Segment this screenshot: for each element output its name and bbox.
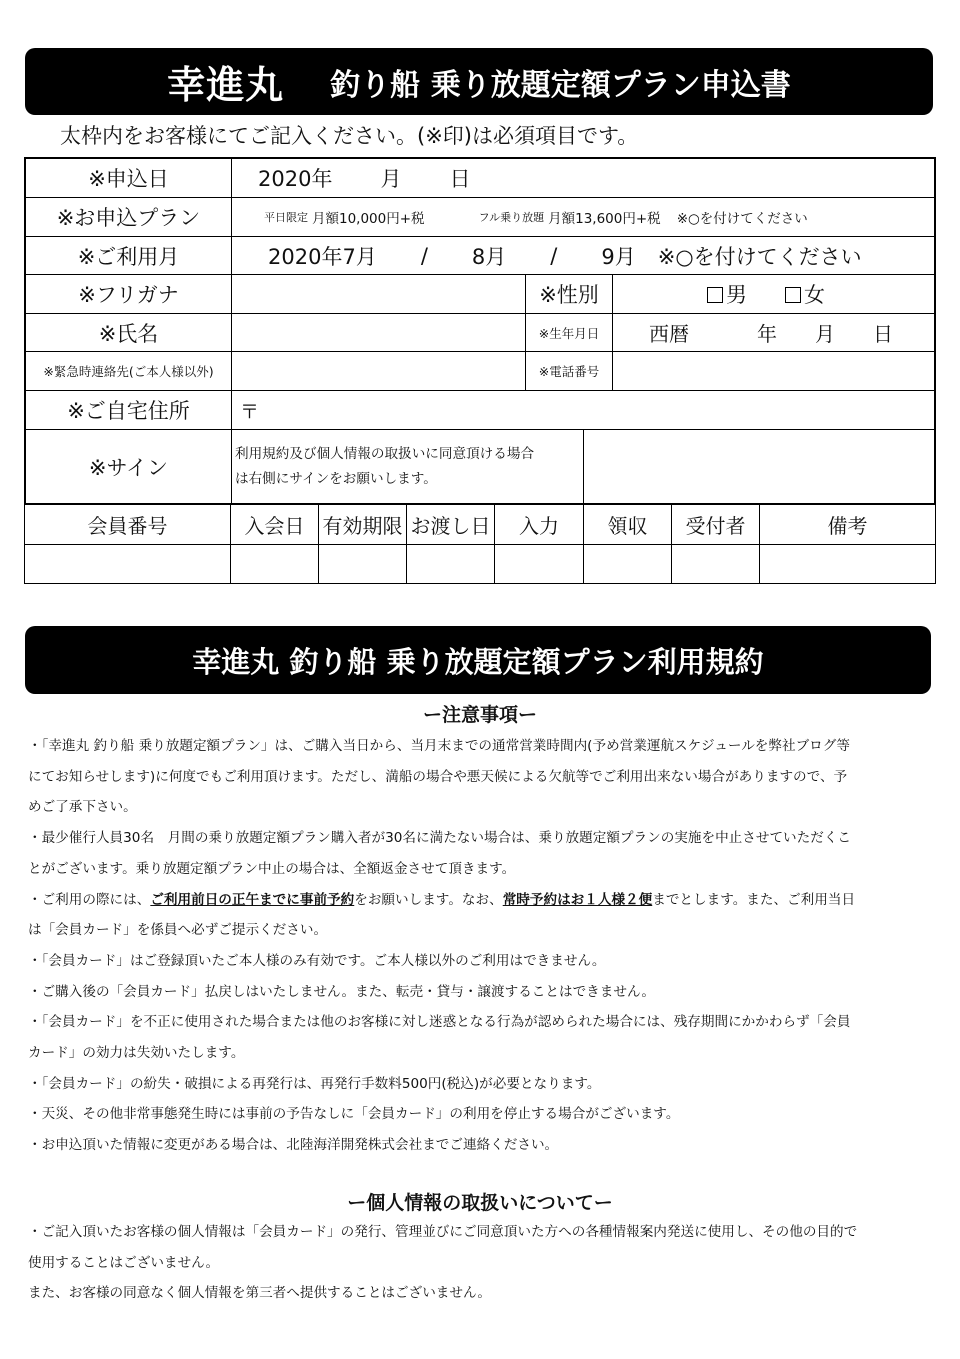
furigana-input[interactable] [232, 275, 526, 314]
application-form [24, 157, 936, 505]
month-separator: / [550, 243, 558, 268]
terms-title-banner [25, 626, 931, 694]
office-expiry-cell[interactable] [319, 545, 407, 583]
phone-input[interactable] [613, 352, 936, 391]
terms-paragraph: ・最少催行人員30名 月間の乗り放題定額プラン購入者が30名に満たない場合は、乗り放題定額プランの実施を中止させていただくことがございます。乗り放題定額プラン中止の場合は、全額返金させて頂きます。 [28, 830, 852, 877]
office-receipt-cell[interactable] [584, 545, 672, 583]
terms-body [28, 731, 858, 1161]
date-year: 2020年 [258, 167, 333, 191]
office-handover-date-cell[interactable] [407, 545, 495, 583]
reservation-deadline-emphasis: ご利用前日の正午までに事前予約 [150, 891, 355, 908]
gender-female-option[interactable] [785, 279, 825, 309]
furigana-label: ※フリガナ [26, 275, 232, 314]
terms-title: 幸進丸 釣り船 乗り放題定額プラン利用規約 [192, 644, 764, 679]
date-day: 日 [449, 167, 471, 191]
postal-mark: 〒 [240, 400, 260, 423]
form-title: 釣り船 乗り放題定額プラン申込書 [330, 67, 791, 103]
office-header-join-date: 入会日 [231, 505, 319, 545]
signature-note-line-1: 利用規約及び個人情報の取扱いに同意頂ける場合 [235, 445, 535, 462]
office-input-cell[interactable] [495, 545, 584, 583]
date-field[interactable] [232, 159, 936, 198]
address-input[interactable] [232, 391, 936, 430]
office-header-member-number: 会員番号 [25, 505, 231, 545]
plan-weekday-prefix: 平日限定 [264, 211, 308, 224]
terms-text: をお願いします。なお、 [354, 891, 503, 908]
privacy-heading: ー個人情報の取扱いについてー [347, 1192, 613, 1214]
female-checkbox[interactable] [785, 287, 801, 303]
birth-month: 月 [815, 322, 835, 346]
month-option-july: 2020年7月 [268, 244, 377, 269]
signature-note-line-2: は右側にサインをお願いします。 [235, 470, 437, 487]
terms-paragraph: ・お申込頂いた情報に変更がある場合は、北陸海洋開発株式会社までご連絡ください。 [28, 1137, 559, 1154]
phone-label: ※電話番号 [526, 352, 613, 391]
reservation-limit-emphasis: 常時予約はお１人様２便 [502, 891, 653, 908]
date-month: 月 [380, 167, 402, 191]
emergency-contact-label: ※緊急時連絡先(ご本人様以外) [26, 352, 232, 391]
brand-name: 幸進丸 [167, 63, 285, 107]
instruction-text: 太枠内をお客様にてご記入ください。(※印)は必須項目です。 [60, 124, 639, 148]
privacy-paragraph: また、お客様の同意なく個人情報を第三者へ提供することはございません。 [28, 1285, 492, 1302]
month-field[interactable] [232, 237, 936, 275]
form-title-banner [25, 48, 933, 115]
terms-text: ・ご利用の際には、 [28, 891, 151, 908]
date-label: ※申込日 [26, 159, 232, 198]
terms-paragraph: ・「会員カード」の紛失・破損による再発行は、再発行手数料500円(税込)が必要となります。 [28, 1075, 601, 1092]
month-option-september: 9月 [601, 244, 636, 269]
birth-date-label: ※生年月日 [526, 314, 613, 352]
office-use-table [24, 505, 936, 584]
signature-box[interactable] [584, 430, 936, 503]
terms-paragraph: ・「会員カード」を不正に使用された場合または他のお客様に対し迷惑となる行為が認められた場合には、残存期間にかかわらず「会員カード」の効力は失効いたします。 [28, 1014, 851, 1062]
office-header-remarks: 備考 [760, 505, 935, 545]
notes-heading: ー注意事項ー [422, 704, 537, 726]
month-separator: / [420, 243, 428, 268]
month-note: ※○を付けてください [657, 244, 862, 269]
office-header-receipt: 領収 [584, 505, 672, 545]
privacy-paragraph: ・ご記入頂いたお客様の個人情報は「会員カード」の発行、管理並びにご同意頂いた方への各種情報案内発送に使用し、その他の目的で使用することはございません。 [28, 1224, 858, 1271]
address-label: ※ご自宅住所 [26, 391, 232, 430]
office-receptionist-cell[interactable] [672, 545, 760, 583]
gender-field [613, 275, 936, 314]
plan-field[interactable] [232, 198, 936, 237]
terms-paragraph: ・「幸進丸 釣り船 乗り放題定額プラン」は、ご購入当日から、当月末までの通常営業時間内(予め営業運航スケジュールを弊社ブログ等にてお知らせします)に何度でもご利用頂けます。ただし、満船の場合や悪天候による欠航等でご利用出来ない場合がありますので、予めご了承下さい。 [28, 738, 850, 816]
office-member-number-cell[interactable] [25, 545, 231, 583]
birth-era: 西暦 [649, 322, 689, 346]
office-header-handover-date: お渡し日 [407, 505, 495, 545]
terms-paragraph-reservation [28, 885, 858, 946]
gender-male-label: 男 [726, 283, 747, 307]
plan-full-price: 月額13,600円+税 [548, 211, 661, 227]
terms-paragraph: ・天災、その他非常事態発生時には事前の予告なしに「会員カード」の利用を停止する場合がございます。 [28, 1106, 680, 1123]
office-header-expiry: 有効期限 [319, 505, 407, 545]
terms-text: までとします。また、ご利用当日は「会員カード」を係員へ必ずご提示ください。 [28, 891, 856, 939]
plan-label: ※お申込プラン [26, 198, 232, 237]
gender-female-label: 女 [804, 283, 825, 307]
privacy-body [28, 1217, 858, 1309]
terms-paragraph: ・「会員カード」はご登録頂いたご本人様のみ有効です。ご本人様以外のご利用はできません。 [28, 952, 606, 969]
birth-day: 日 [873, 322, 893, 346]
gender-male-option[interactable] [707, 279, 747, 309]
month-label: ※ご利用月 [26, 237, 232, 275]
signature-label: ※サイン [26, 430, 232, 503]
signature-note [232, 430, 584, 503]
name-input[interactable] [232, 314, 526, 352]
male-checkbox[interactable] [707, 287, 723, 303]
month-option-august: 8月 [471, 244, 507, 269]
birth-date-field[interactable] [613, 314, 936, 352]
terms-paragraph: ・ご購入後の「会員カード」払戻しはいたしません。また、転売・貸与・譲渡することはできません。 [28, 983, 655, 1000]
office-header-input: 入力 [495, 505, 584, 545]
plan-weekday-price: 月額10,000円+税 [312, 211, 425, 227]
gender-label: ※性別 [526, 275, 613, 314]
office-remarks-cell[interactable] [760, 545, 935, 583]
emergency-contact-input[interactable] [232, 352, 526, 391]
plan-note: ※○を付けてください [676, 211, 808, 227]
office-join-date-cell[interactable] [231, 545, 319, 583]
birth-year: 年 [757, 322, 777, 346]
office-header-receptionist: 受付者 [672, 505, 760, 545]
plan-full-prefix: フル乗り放題 [478, 211, 545, 224]
name-label: ※氏名 [26, 314, 232, 352]
